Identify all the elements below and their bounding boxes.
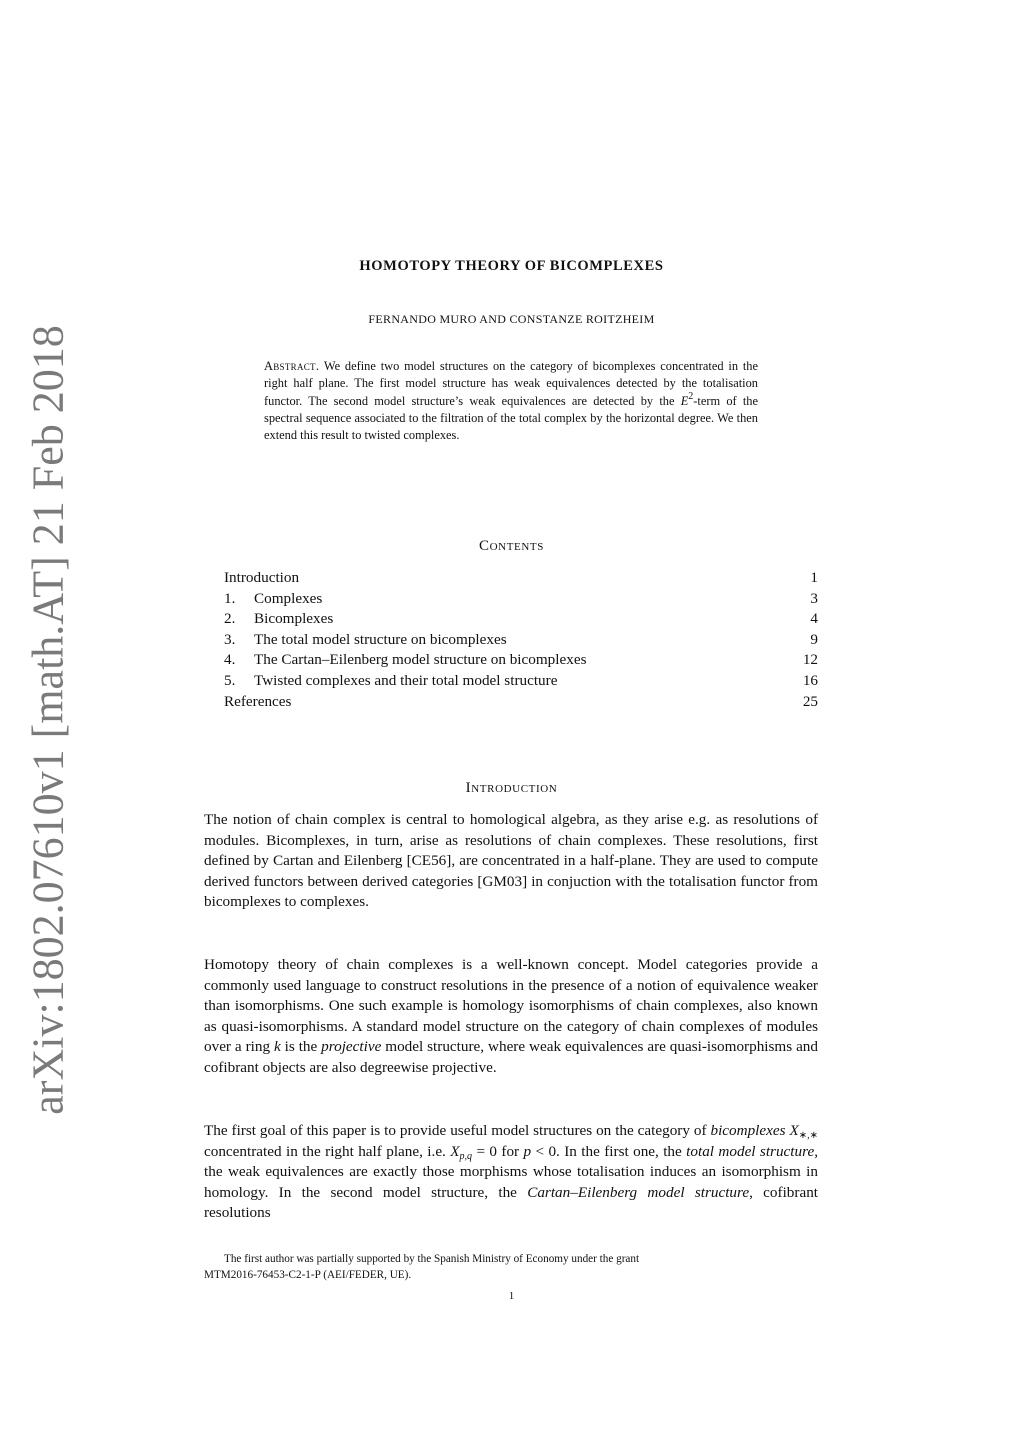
intro-p3-math-Xpq: X [450, 1142, 460, 1160]
toc-entry-number: 4. [224, 651, 236, 669]
intro-p3-math-X-sub: ∗,∗ [798, 1130, 819, 1141]
toc-entry-number: 3. [224, 630, 236, 648]
intro-p3-text-c: = 0 for [472, 1142, 524, 1160]
toc-entry[interactable] [224, 568, 818, 589]
abstract [264, 358, 758, 444]
intro-p2-text-b: is the [280, 1038, 322, 1056]
toc-entry[interactable] [224, 589, 818, 610]
intro-p3-text-d: < 0. In the first one, the [531, 1142, 687, 1160]
toc-entry[interactable] [224, 671, 818, 692]
intro-p3-text-e: , the weak equivalences are exactly those morphisms whose totalisation induces an isomorphism in homology. In the second model structure, the [204, 1142, 818, 1201]
intro-p2-projective: projective [321, 1038, 382, 1056]
footnote-line-1: The first author was partially supported by the Spanish Ministry of Economy under the grant [224, 1253, 640, 1265]
footnote [204, 1252, 818, 1283]
toc-entry-page: 25 [802, 692, 818, 710]
toc-entry-title: Twisted complexes and their total model structure [254, 671, 558, 689]
intro-p3-total-model-structure: total model structure [686, 1142, 815, 1160]
contents-heading: Contents [479, 538, 544, 554]
intro-paragraph-1: The notion of chain complex is central to homological algebra, as they arise e.g. as resolutions of modules. Bicomplexes, in turn, arise as resolutions of chain complexes. These resolutions, first defined by Cartan and Eilenberg [CE56], are concentrated in a half-plane. They are used to compute derived functors between derived categories [GM03] in conjuction with the totalisation functor from bicomplexes to complexes. [204, 811, 818, 911]
toc-entry[interactable] [224, 650, 818, 671]
toc-entry-page: 9 [810, 630, 818, 648]
toc-entry-title: Bicomplexes [254, 610, 334, 628]
abstract-math-E-sup: 2 [688, 390, 694, 402]
intro-p3-bicomplexes: bicomplexes [710, 1122, 786, 1139]
toc-entry[interactable] [224, 609, 818, 630]
intro-p3-text-f: , cofibrant resolutions [204, 1183, 819, 1222]
intro-p2-text-a: Homotopy theory of chain complexes is a well-known concept. Model categories provide a commonly used language to construct resolutions in the presence of a notion of equivalence weaker than isomorphisms. One such example is homology isomorphisms of chain complexes, also known as quasi-isomorphisms. A standard model structure on the category of chain complexes of modules over a ring [204, 956, 818, 1056]
toc-entry-number: 2. [224, 610, 236, 628]
intro-p3-cartan-eilenberg: Cartan–Eilenberg model structure [527, 1183, 750, 1201]
toc-entry-page: 3 [810, 589, 818, 607]
toc-entry-number: 5. [224, 671, 236, 689]
paper-authors: FERNANDO MURO AND CONSTANZE ROITZHEIM [368, 312, 655, 326]
intro-p2-math-k: k [273, 1038, 281, 1056]
intro-p3-text-b: concentrated in the right half plane, i.e. [204, 1142, 451, 1160]
arxiv-id: arXiv:1802.07610v1 [math.AT] 21 Feb 2018 [23, 325, 73, 1115]
arxiv-sidebar-stamp [12, 325, 84, 1115]
intro-p2-text-c: model structure, where weak equivalences are quasi-isomorphisms and cofibrant objects are also degreewise projective. [204, 1038, 818, 1076]
toc-entry-page: 4 [810, 610, 818, 628]
abstract-text-2: -term of the spectral sequence associated to the filtration of the total complex by the horizontal degree. We then extend this result to twisted complexes. [264, 393, 758, 443]
paper-title: HOMOTOPY THEORY OF BICOMPLEXES [359, 258, 664, 274]
introduction-heading: Introduction [465, 780, 558, 796]
toc-entry-page: 12 [802, 651, 818, 669]
toc-entry-number: 1. [224, 589, 236, 607]
toc-entry-title: Introduction [224, 569, 300, 586]
toc-entry-title: The Cartan–Eilenberg model structure on bicomplexes [254, 651, 587, 669]
toc-entry-page: 1 [810, 569, 818, 586]
abstract-label: Abstract. [264, 359, 320, 373]
intro-paragraph-2 [204, 955, 818, 1079]
abstract-text-1: We define two model structures on the category of bicomplexes concentrated in the right half plane. The first model structure has weak equivalences detected by the totalisation functor. The second model structure’s weak equivalences are detected by the [264, 359, 758, 408]
intro-p3-math-X: X [789, 1122, 799, 1139]
toc-entry[interactable] [224, 630, 818, 651]
intro-p3-math-p: p [523, 1142, 532, 1160]
intro-p3-text-a: The first goal of this paper is to provide useful model structures on the category of [204, 1122, 711, 1139]
toc-entry[interactable] [224, 692, 818, 713]
toc-entry-title: Complexes [254, 589, 323, 607]
toc-entry-title: The total model structure on bicomplexes [254, 630, 507, 648]
intro-paragraph-3 [204, 1121, 818, 1224]
table-of-contents [224, 568, 818, 712]
page-number: 1 [508, 1290, 515, 1302]
toc-entry-title: References [224, 692, 292, 710]
abstract-math-E: E [680, 393, 689, 408]
toc-entry-page: 16 [802, 671, 818, 689]
intro-p3-math-Xpq-sub: p,q [459, 1150, 473, 1162]
footnote-line-2: MTM2016-76453-C2-1-P (AEI/FEDER, UE). [204, 1268, 412, 1281]
